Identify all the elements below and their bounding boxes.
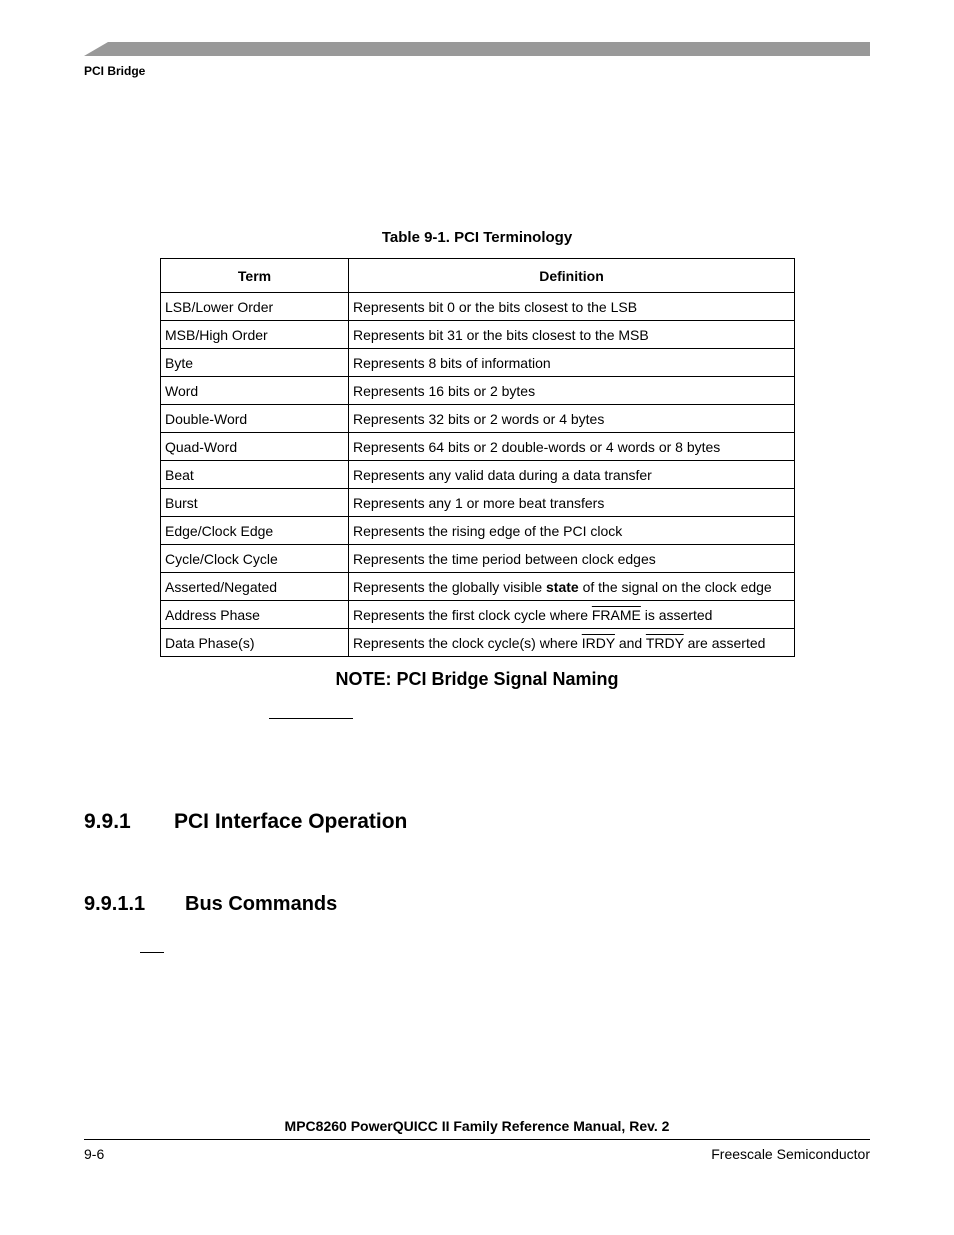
- definition-cell: [349, 629, 795, 657]
- definition-cell: Represents bit 31 or the bits closest to the MSB: [349, 321, 795, 349]
- term-cell: Quad-Word: [161, 433, 349, 461]
- column-header-term: Term: [161, 259, 349, 293]
- table-title: Table 9-1. PCI Terminology: [381, 229, 573, 246]
- page-number: 9-6: [84, 1146, 105, 1162]
- table-row: [161, 461, 795, 489]
- definition-text: Represents the globally visible: [353, 578, 546, 595]
- signal-irdy: IRDY: [581, 634, 615, 651]
- table-row: [161, 405, 795, 433]
- definition-cell: Represents 16 bits or 2 bytes: [349, 377, 795, 405]
- pci-terminology-table: [160, 258, 795, 657]
- definition-text: of the signal on the clock edge: [578, 578, 772, 595]
- table-row: [161, 377, 795, 405]
- footer-manual-title: MPC8260 PowerQUICC II Family Reference Manual, Rev. 2: [284, 1118, 670, 1134]
- header-bar: [84, 42, 870, 56]
- definition-cell: Represents 64 bits or 2 double-words or 4 words or 8 bytes: [349, 433, 795, 461]
- running-head: PCI Bridge: [84, 64, 146, 78]
- table-row: [161, 629, 795, 657]
- definition-cell: Represents any valid data during a data transfer: [349, 461, 795, 489]
- table-row: [161, 489, 795, 517]
- section-title: PCI Interface Operation: [174, 810, 408, 833]
- note-rule: [269, 718, 353, 719]
- term-cell: Byte: [161, 349, 349, 377]
- table-row: [161, 433, 795, 461]
- subsection-heading: [84, 893, 337, 916]
- definition-text: are asserted: [683, 634, 766, 651]
- term-cell: Cycle/Clock Cycle: [161, 545, 349, 573]
- definition-text: Represents the first clock cycle where: [353, 606, 592, 623]
- table-row: [161, 321, 795, 349]
- definition-cell: Represents bit 0 or the bits closest to the LSB: [349, 293, 795, 321]
- definition-text: is asserted: [640, 606, 713, 623]
- table-row: [161, 573, 795, 601]
- signal-frame: FRAME: [591, 606, 641, 623]
- term-cell: Address Phase: [161, 601, 349, 629]
- footer-rule: [84, 1139, 870, 1140]
- table-row: [161, 293, 795, 321]
- table-row: [161, 517, 795, 545]
- section-number: 9.9.1: [84, 810, 131, 833]
- term-cell: MSB/High Order: [161, 321, 349, 349]
- term-cell: Burst: [161, 489, 349, 517]
- footer-company: Freescale Semiconductor: [711, 1146, 870, 1162]
- signal-trdy: TRDY: [645, 634, 684, 651]
- section-heading: [84, 810, 407, 834]
- table-row: [161, 349, 795, 377]
- note-title: NOTE: PCI Bridge Signal Naming: [335, 669, 619, 689]
- term-cell: LSB/Lower Order: [161, 293, 349, 321]
- column-header-definition: Definition: [349, 259, 795, 293]
- term-cell: Asserted/Negated: [161, 573, 349, 601]
- definition-cell: Represents the time period between clock edges: [349, 545, 795, 573]
- table-row: [161, 601, 795, 629]
- table-row: [161, 545, 795, 573]
- subsection-title: Bus Commands: [185, 893, 338, 915]
- term-cell: Double-Word: [161, 405, 349, 433]
- term-cell: Beat: [161, 461, 349, 489]
- definition-cell: [349, 573, 795, 601]
- definition-cell: Represents any 1 or more beat transfers: [349, 489, 795, 517]
- subsection-number: 9.9.1.1: [84, 893, 146, 915]
- state-emphasis: state: [546, 578, 579, 595]
- term-cell: Edge/Clock Edge: [161, 517, 349, 545]
- table-header-row: [161, 259, 795, 293]
- definition-cell: Represents 32 bits or 2 words or 4 bytes: [349, 405, 795, 433]
- definition-text: and: [614, 634, 646, 651]
- overline-fragment: [140, 952, 164, 953]
- definition-cell: Represents 8 bits of information: [349, 349, 795, 377]
- definition-text: Represents the clock cycle(s) where: [353, 634, 582, 651]
- definition-cell: [349, 601, 795, 629]
- term-cell: Data Phase(s): [161, 629, 349, 657]
- definition-cell: Represents the rising edge of the PCI clock: [349, 517, 795, 545]
- term-cell: Word: [161, 377, 349, 405]
